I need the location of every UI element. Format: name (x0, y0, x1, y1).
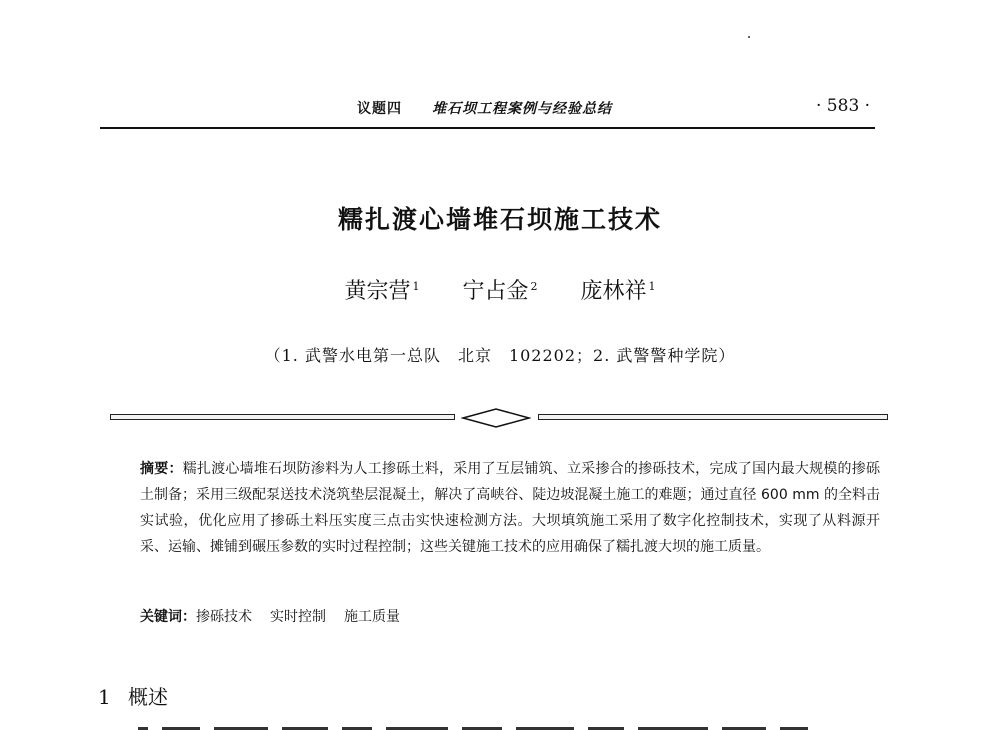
author-name: 庞林祥 (580, 279, 647, 304)
keyword: 实时控制 (270, 609, 326, 625)
diamond-icon (461, 408, 531, 428)
running-head (0, 98, 1000, 124)
author (344, 274, 419, 305)
keywords (140, 606, 880, 626)
author-name: 宁占金 (462, 279, 529, 304)
truncated-body-line (138, 722, 898, 730)
section-title: 概述 (128, 685, 168, 709)
abstract (140, 456, 880, 560)
running-head-title: 堆石坝工程案例与经验总结 (432, 101, 612, 117)
author-affiliation-mark: 1 (648, 279, 656, 293)
divider-bar-right (538, 414, 888, 420)
keyword: 掺砾技术 (196, 609, 252, 625)
author (581, 274, 656, 305)
section-number: 1 (98, 685, 111, 709)
running-head-section: 议题四 (357, 101, 402, 117)
author-list (0, 274, 1000, 305)
paper-title: 糯扎渡心墙堆石坝施工技术 (337, 205, 662, 234)
abstract-label: 摘要： (140, 461, 183, 477)
ornament-divider (110, 408, 888, 430)
keyword: 施工质量 (344, 609, 400, 625)
section-heading (98, 681, 168, 710)
speck-mark (748, 36, 750, 38)
abstract-text: 糯扎渡心墙堆石坝防渗料为人工掺砾土料，采用了互层铺筑、立采掺合的掺砾技术，完成了国内最大规模的掺砾土制备；采用三级配泵送技术浇筑垫层混凝土，解决了高峡谷、陡边坡混凝土施工的难题；通过直径 600 mm 的全料击实试验，优化应用了掺砾土料压实度三点击实快速检测方法。大坝填筑施工采用了数字化控制技术，实现了从料源开采、运输、摊铺到碾压参数的实时过程控制；这些关键施工技术的应用确保了糯扎渡大坝的施工质量。 (140, 461, 881, 555)
header-rule (100, 127, 875, 129)
author (462, 274, 537, 305)
page-number: · 583 · (816, 96, 871, 116)
author-affiliation-mark: 2 (530, 279, 538, 293)
divider-bar-left (110, 414, 455, 420)
affiliation-line: （1. 武警水电第一总队 北京 102202；2. 武警警种学院） (264, 346, 736, 365)
keywords-label: 关键词： (140, 609, 196, 625)
author-affiliation-mark: 1 (412, 279, 420, 293)
author-name: 黄宗营 (344, 279, 411, 304)
